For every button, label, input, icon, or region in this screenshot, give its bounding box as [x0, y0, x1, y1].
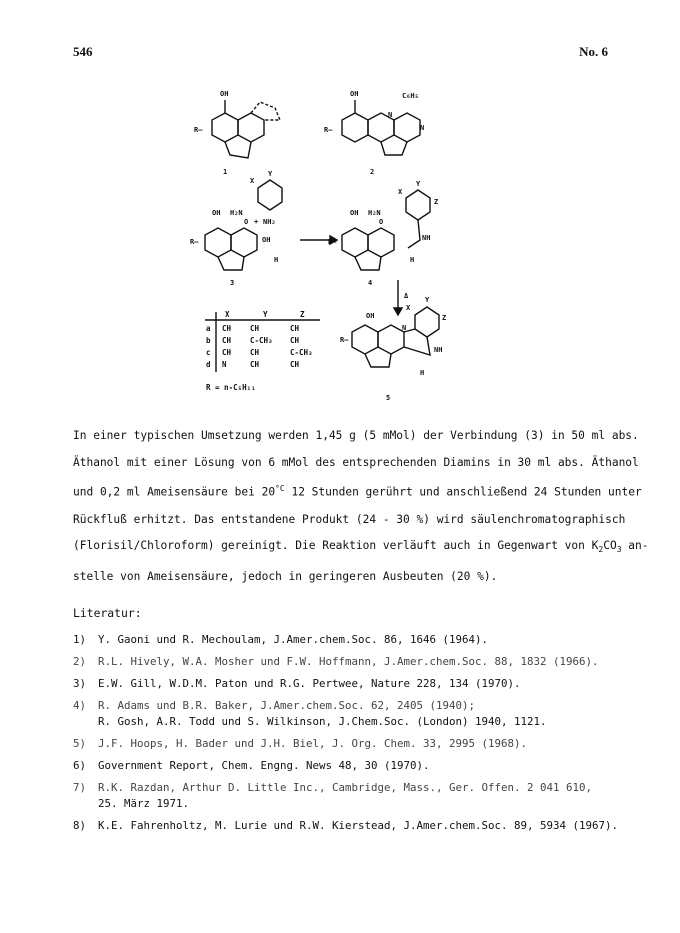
- reference-text: 25. März 1971.: [98, 797, 190, 810]
- atom-label: OH: [350, 90, 359, 98]
- atom-label: OH: [220, 90, 229, 98]
- text-line: Rückfluß erhitzt. Das entstandene Produkt (24 - 30 %) wird säulenchromatographisch: [73, 512, 626, 526]
- atom-label: C₆H₅: [402, 92, 419, 100]
- atom-label: N: [420, 124, 425, 132]
- atom-label: H₂N: [230, 209, 243, 217]
- atom-label: R—: [190, 238, 199, 246]
- reference-text: K.E. Fahrenholtz, M. Lurie und R.W. Kierstead, J.Amer.chem.Soc. 89, 5934 (1967).: [98, 819, 619, 832]
- atom-label: OH: [366, 312, 375, 320]
- table-cell: CH: [290, 360, 300, 369]
- table-footnote: R = n-C₅H₁₁: [206, 383, 256, 392]
- atom-label: H₂N: [368, 209, 381, 217]
- reference-item: [73, 758, 633, 774]
- atom-label: Z: [442, 314, 447, 322]
- table-cell: c: [206, 348, 211, 357]
- table-cell: CH: [222, 336, 232, 345]
- text-line: und 0,2 ml Ameisensäure bei $20^{^\circ C}$ 12 Stunden gerührt und anschließend 24 Stunden unter: [73, 484, 642, 499]
- reference-number: 6): [73, 759, 87, 772]
- atom-label: O: [379, 218, 384, 226]
- issue-number: No. 6: [579, 44, 608, 59]
- compound-label: 1: [223, 168, 228, 176]
- table-header: Y: [263, 310, 268, 319]
- compound-label: 3: [230, 279, 235, 287]
- reference-text: R. Adams und B.R. Baker, J.Amer.chem.Soc. 62, 2405 (1940);: [98, 699, 476, 712]
- reference-item: [73, 654, 633, 670]
- reference-text: E.W. Gill, W.D.M. Paton und R.G. Pertwee, Nature 228, 134 (1970).: [98, 677, 521, 690]
- atom-label: OH: [212, 209, 221, 217]
- atom-label: O: [244, 218, 249, 226]
- reference-list: [73, 632, 633, 840]
- reference-text: J.F. Hoops, H. Bader und J.H. Biel, J. Org. Chem. 33, 2995 (1968).: [98, 737, 528, 750]
- atom-label: OH: [350, 209, 359, 217]
- reference-text: Y. Gaoni und R. Mechoulam, J.Amer.chem.Soc. 86, 1646 (1964).: [98, 633, 489, 646]
- text-line: stelle von Ameisensäure, jedoch in geringeren Ausbeuten (20 %).: [73, 569, 498, 583]
- reference-text: Government Report, Chem. Engng. News 48, 30 (1970).: [98, 759, 430, 772]
- atom-label: X: [250, 177, 255, 185]
- atom-label: R—: [324, 126, 333, 134]
- reference-item: [73, 736, 633, 752]
- reference-number: 4): [73, 699, 87, 712]
- atom-label: N: [402, 324, 407, 332]
- atom-label: Y: [425, 296, 430, 304]
- table-cell: CH: [250, 324, 260, 333]
- reference-item: [73, 698, 633, 730]
- atom-label: +: [254, 218, 259, 226]
- table-cell: d: [206, 360, 211, 369]
- reference-number: 7): [73, 781, 87, 794]
- reference-text: R.L. Hively, W.A. Mosher und F.W. Hoffmann, J.Amer.chem.Soc. 88, 1832 (1966).: [98, 655, 599, 668]
- compound-label: 4: [368, 279, 373, 287]
- atom-label: N: [388, 111, 393, 119]
- atom-label: Z: [434, 198, 439, 206]
- atom-label: R—: [328, 238, 337, 246]
- compound-label: 2: [370, 168, 375, 176]
- reference-item: [73, 632, 633, 648]
- table-header: Z: [300, 310, 305, 319]
- table-cell: CH: [250, 348, 260, 357]
- atom-label: H: [420, 369, 425, 377]
- atom-label: H: [274, 256, 279, 264]
- atom-label: R—: [194, 126, 203, 134]
- atom-label: OH: [262, 236, 271, 244]
- reference-text: R. Gosh, A.R. Todd und S. Wilkinson, J.Chem.Soc. (London) 1940, 1121.: [98, 715, 547, 728]
- reference-item: [73, 818, 633, 834]
- table-cell: C-CH₃: [250, 336, 273, 345]
- reaction-arrow-label: Δ: [404, 292, 409, 300]
- reference-number: 3): [73, 677, 87, 690]
- table-cell: CH: [290, 324, 300, 333]
- reference-number: 1): [73, 633, 87, 646]
- page-number: 546: [73, 44, 93, 59]
- atom-label: X: [398, 188, 403, 196]
- atom-label: NH₂: [263, 218, 276, 226]
- reference-item: [73, 676, 633, 692]
- atom-label: Y: [268, 170, 273, 178]
- table-cell: CH: [290, 336, 300, 345]
- atom-label: NH: [434, 346, 443, 354]
- reaction-scheme-figure: [190, 80, 520, 415]
- table-cell: a: [206, 324, 211, 333]
- table-cell: b: [206, 336, 211, 345]
- reference-number: 5): [73, 737, 87, 750]
- table-cell: C-CH₃: [290, 348, 313, 357]
- atom-label: NH: [422, 234, 431, 242]
- reference-item: [73, 780, 633, 812]
- table-cell: CH: [250, 360, 260, 369]
- body-paragraph: [73, 423, 649, 591]
- reference-text: R.K. Razdan, Arthur D. Little Inc., Cambridge, Mass., Ger. Offen. 2 041 610,: [98, 781, 593, 794]
- atom-label: H: [410, 256, 415, 264]
- atom-label: R—: [340, 336, 349, 344]
- atom-label: X: [406, 304, 411, 312]
- compound-label: 5: [386, 394, 391, 402]
- reference-number: 8): [73, 819, 87, 832]
- table-cell: CH: [222, 324, 232, 333]
- table-cell: CH: [222, 348, 232, 357]
- table-cell: N: [222, 360, 227, 369]
- literature-heading: Literatur:: [73, 606, 142, 620]
- table-header: X: [225, 310, 230, 319]
- text-line: Äthanol mit einer Lösung von 6 mMol des entsprechenden Diamins in 30 ml abs. Äthanol: [73, 455, 639, 469]
- text-line: In einer typischen Umsetzung werden 1,45 g (5 mMol) der Verbindung (3) in 50 ml abs.: [73, 429, 639, 442]
- reference-number: 2): [73, 655, 87, 668]
- atom-label: Y: [416, 180, 421, 188]
- text-line: (Florisil/Chloroform) gereinigt. Die Reaktion verläuft auch in Gegenwart von $K_2CO_3$ an-: [73, 539, 649, 555]
